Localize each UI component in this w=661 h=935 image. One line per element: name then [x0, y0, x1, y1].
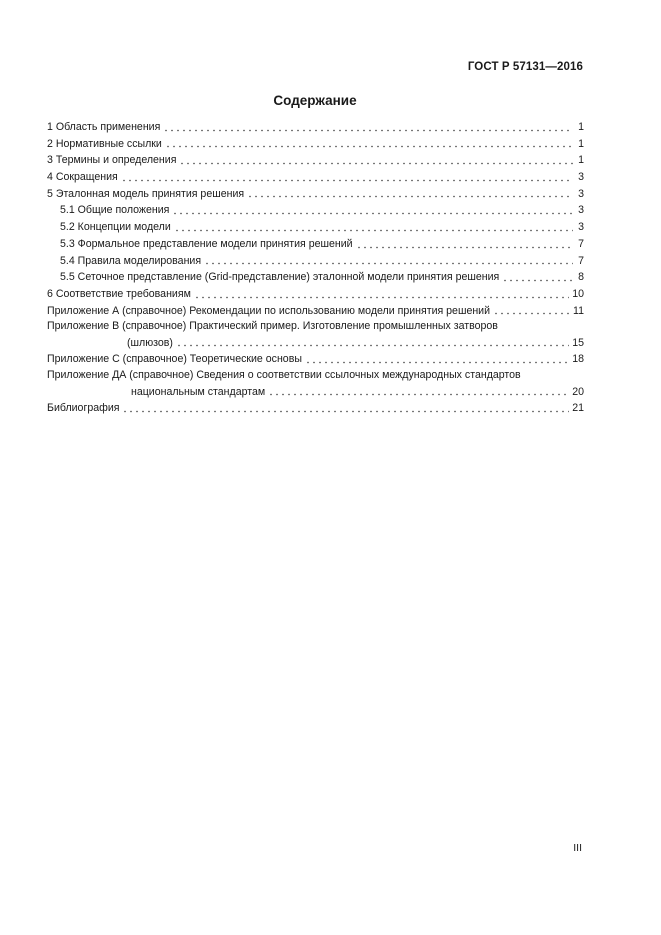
toc-entry-continuation: [47, 384, 584, 401]
toc-entry-label: Библиография: [47, 402, 120, 415]
dot-leader: [305, 354, 569, 364]
toc-entry-page: 7: [578, 254, 584, 267]
dot-leader: [165, 138, 573, 148]
toc-entry-page: 3: [578, 204, 584, 217]
dot-leader: [194, 289, 569, 299]
dot-leader: [176, 337, 569, 347]
toc-entry-page: 8: [578, 271, 584, 284]
toc-entry-page: 7: [578, 237, 584, 250]
toc-entry-label: 5.2 Концепции модели: [60, 221, 171, 234]
toc-entry-page: 1: [578, 121, 584, 133]
toc-entry[interactable]: [47, 186, 584, 203]
dot-leader: [174, 222, 573, 232]
toc-entry[interactable]: [47, 303, 584, 320]
toc-entry-label: Приложение А (справочное) Рекомендации по использованию модели принятия решений: [47, 304, 491, 317]
toc-entry[interactable]: [47, 368, 584, 400]
dot-leader: [502, 272, 573, 282]
toc-entry-page: 1: [578, 137, 584, 150]
page-number: III: [573, 842, 582, 854]
toc-entry-label: 3 Термины и определения: [47, 154, 177, 167]
toc-entry-page: 20: [572, 385, 584, 398]
toc-entry-page: 3: [578, 187, 584, 200]
toc-subentry[interactable]: [47, 269, 584, 286]
toc-entry[interactable]: [47, 119, 584, 136]
toc-subentry[interactable]: [47, 253, 584, 270]
dot-leader: [356, 239, 573, 249]
dot-leader: [204, 255, 573, 265]
toc-entry-label: 5.5 Сеточное представление (Grid-представление) эталонной модели принятия решения: [60, 271, 500, 284]
toc-entry[interactable]: [47, 400, 584, 417]
dot-leader: [121, 172, 573, 182]
toc-entry-page: 3: [578, 221, 584, 234]
toc-entry-page: 11: [573, 304, 584, 317]
toc-entry-label: 5 Эталонная модель принятия решения: [47, 187, 245, 200]
toc-entry-page: 3: [578, 171, 584, 184]
dot-leader: [493, 305, 570, 315]
toc-entry[interactable]: [47, 169, 584, 186]
toc-entry[interactable]: [47, 319, 584, 351]
dot-leader: [247, 188, 573, 198]
toc-entry-label: 1 Область применения: [47, 121, 161, 133]
toc-entry-label: 4 Сокращения: [47, 171, 118, 184]
toc-subentry[interactable]: [47, 202, 584, 219]
toc-entry[interactable]: [47, 286, 584, 303]
toc-entry-label: Приложение В (справочное) Практический пример. Изготовление промышленных затворов: [47, 320, 498, 333]
toc-entry-page: 18: [572, 353, 584, 366]
toc-entry-label: 2 Нормативные ссылки: [47, 137, 162, 150]
toc-entry-label-cont: национальным стандартам: [131, 385, 266, 398]
dot-leader: [179, 155, 573, 165]
toc-entry[interactable]: [47, 136, 584, 153]
toc-entry-label: 5.3 Формальное представление модели принятия решений: [60, 237, 353, 250]
table-of-contents: [47, 119, 584, 417]
toc-entry-label: 6 Соответствие требованиям: [47, 287, 191, 300]
toc-entry-label: Приложение С (справочное) Теоретические основы: [47, 353, 302, 366]
toc-entry-page: 21: [572, 402, 584, 415]
toc-entry-page: 15: [572, 336, 584, 349]
dot-leader: [163, 122, 573, 132]
toc-subentry[interactable]: [47, 219, 584, 236]
toc-entry-label: 5.1 Общие положения: [60, 204, 170, 217]
toc-entry[interactable]: [47, 351, 584, 368]
dot-leader: [172, 205, 573, 215]
toc-entry-label: 5.4 Правила моделирования: [60, 254, 202, 267]
toc-title: Содержание: [273, 93, 357, 108]
toc-entry-page: 1: [578, 154, 584, 167]
dot-leader: [268, 386, 569, 396]
toc-entry-page: 10: [572, 287, 584, 300]
toc-entry[interactable]: [47, 152, 584, 169]
toc-entry-label-cont: (шлюзов): [127, 336, 173, 349]
toc-subentry[interactable]: [47, 236, 584, 253]
toc-entry-label: Приложение ДА (справочное) Сведения о соответствии ссылочных международных стандартов: [47, 369, 521, 382]
toc-entry-continuation: [47, 335, 584, 352]
dot-leader: [122, 403, 569, 413]
document-code: ГОСТ Р 57131—2016: [467, 61, 583, 73]
